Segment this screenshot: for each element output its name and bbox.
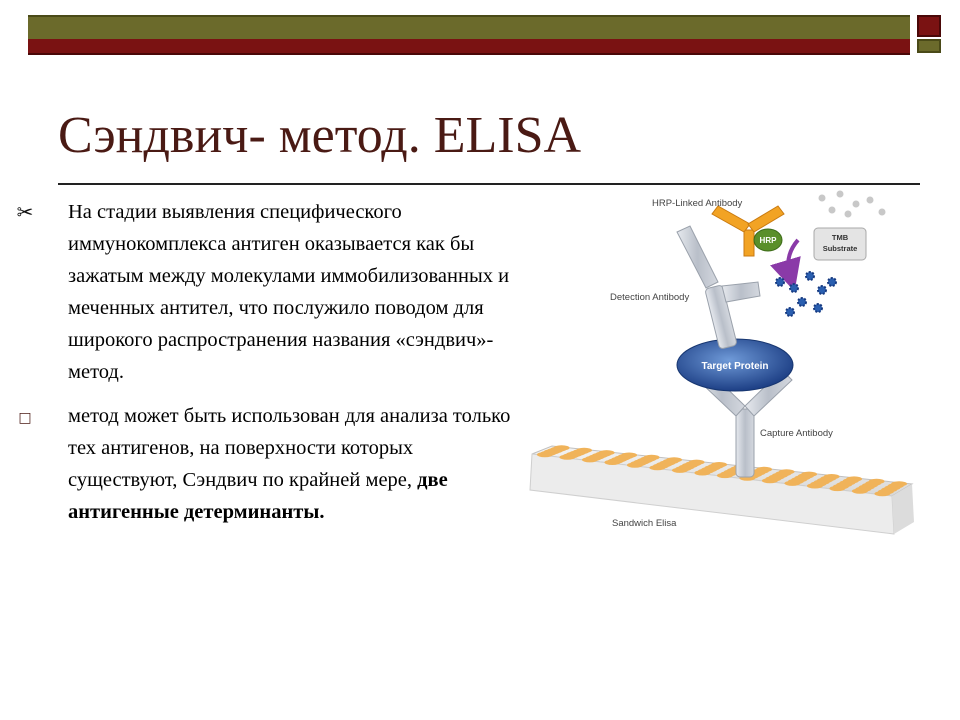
substrate-particle-blue: [828, 278, 836, 286]
plate-well: [779, 469, 795, 474]
top-corner-square-olive: [917, 39, 941, 53]
substrate-particle-gray: [867, 197, 874, 204]
substrate-particles-gray: [819, 191, 886, 218]
substrate-particle-blue: [786, 308, 794, 316]
elisa-plate: [530, 445, 914, 534]
bullet-list: [10, 196, 520, 540]
substrate-particle-blue: [798, 298, 806, 306]
plate-well: [801, 472, 817, 477]
bullet-text-bold: две антигенные детерминанты.: [68, 469, 448, 523]
substrate-particle-blue: [806, 272, 814, 280]
target-protein-label: Target Protein: [701, 361, 769, 372]
substrate-particle-gray: [845, 211, 852, 218]
plate-well: [711, 462, 727, 467]
slide-title: Сэндвич- метод. ELISA: [58, 107, 582, 164]
sandwich-elisa-diagram: [522, 184, 926, 540]
substrate-particle-blue: [818, 286, 826, 294]
plate-well: [846, 476, 862, 481]
plate-well: [621, 453, 637, 458]
top-decorative-bar: [28, 15, 910, 41]
detection-antibody-label: Detection Antibody: [610, 292, 690, 303]
substrate-label: Substrate: [822, 244, 858, 253]
plate-well: [869, 479, 885, 484]
substrate-particle-gray: [829, 207, 836, 214]
capture-antibody-label: Capture Antibody: [760, 428, 833, 439]
substrate-particles-blue: [776, 272, 836, 316]
top-accent-bar: [28, 39, 910, 55]
plate-well: [891, 481, 907, 486]
plate-well: [554, 445, 570, 450]
plate-well: [576, 448, 592, 453]
hollow-square-icon: □: [18, 410, 32, 426]
plate-well: [599, 450, 615, 455]
bullet-item: [10, 196, 520, 388]
reaction-arrow-icon: [788, 240, 798, 276]
substrate-particle-blue: [776, 278, 784, 286]
substrate-particle-blue: [814, 304, 822, 312]
hrp-linked-antibody-label: HRP-Linked Antibody: [652, 198, 743, 209]
hrp-label: HRP: [759, 236, 777, 245]
top-corner-square-red: [917, 15, 941, 37]
plate-well: [756, 467, 772, 472]
plate-well: [644, 455, 660, 460]
substrate-particle-gray: [819, 195, 826, 202]
bullet-text: На стадии выявления специфического иммунокомплекса антиген оказывается как бы зажатым между молекулами иммобилизованных и меченных антител, что послужило поводом для широкого распространения названия «сэндвич»-метод.: [68, 201, 510, 383]
sandwich-elisa-label: Sandwich Elisa: [612, 518, 677, 529]
substrate-particle-gray: [837, 191, 844, 198]
plate-well: [689, 460, 705, 465]
substrate-particle-gray: [879, 209, 886, 216]
plate-well: [824, 474, 840, 479]
plate-well: [666, 457, 682, 462]
bullet-item: [10, 400, 520, 528]
tmb-label: TMB: [831, 233, 849, 242]
substrate-particle-blue: [790, 284, 798, 292]
bullet-text: метод может быть использован для анализа только тех антигенов, на поверхности которых существуют, Сэндвич по крайней мере,: [68, 405, 511, 491]
substrate-particle-gray: [853, 201, 860, 208]
scissors-icon: ✂: [16, 200, 34, 224]
